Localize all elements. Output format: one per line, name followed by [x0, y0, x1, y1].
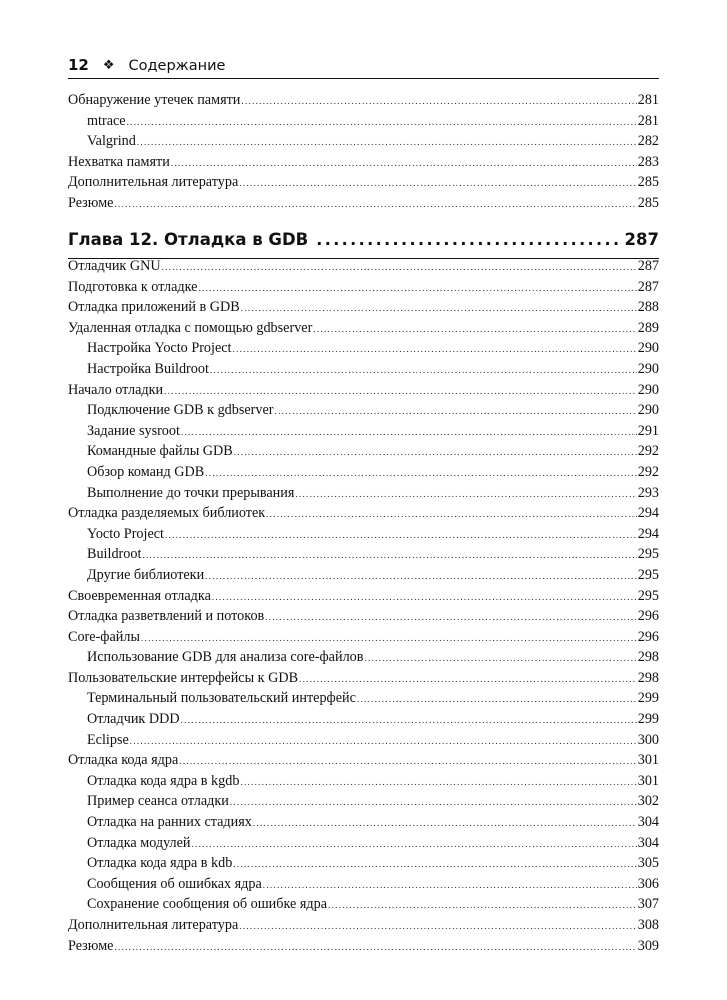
toc-entry-title: Нехватка памяти [68, 153, 170, 170]
dot-leader [239, 921, 636, 931]
toc-entry-title: Настройка Yocto Project [87, 340, 232, 357]
toc-entry-page: 299 [637, 690, 659, 707]
toc-entry[interactable] [68, 876, 659, 897]
dot-leader [241, 96, 636, 106]
toc-entry-page: 287 [637, 278, 659, 295]
toc-entry-page: 298 [637, 669, 659, 686]
toc-entry-title: Использование GDB для анализа core-файлов [87, 649, 364, 666]
dot-leader [364, 653, 636, 663]
toc-entry-title: Отладчик DDD [87, 711, 180, 728]
toc-entry-page: 292 [637, 443, 659, 460]
toc-entry-title: Резюме [68, 194, 114, 211]
toc-entry[interactable] [68, 629, 659, 650]
toc-entry[interactable] [68, 133, 659, 154]
toc-entry[interactable] [68, 752, 659, 773]
toc-entry-page: 290 [637, 340, 659, 357]
dot-leader [114, 199, 636, 209]
toc-entry-page: 290 [637, 381, 659, 398]
toc-entry[interactable] [68, 154, 659, 175]
toc-entry-page: 292 [637, 463, 659, 480]
toc-entry-page: 289 [637, 319, 659, 336]
toc-entry-title: Начало отладки [68, 381, 164, 398]
toc-entry-title: Подключение GDB к gdbserver [87, 402, 274, 419]
toc-entry[interactable] [68, 608, 659, 629]
dot-leader [240, 777, 636, 787]
dot-leader [181, 715, 637, 725]
toc-list-previous-chapter [68, 92, 659, 216]
toc-entry-page: 295 [637, 587, 659, 604]
toc-entry[interactable] [68, 464, 659, 485]
toc-entry-page: 299 [637, 711, 659, 728]
toc-entry[interactable] [68, 670, 659, 691]
dot-leader [233, 344, 637, 354]
toc-entry[interactable] [68, 382, 659, 403]
dot-leader [295, 489, 636, 499]
dot-leader [181, 427, 637, 437]
toc-entry[interactable] [68, 773, 659, 794]
toc-entry-title: Yocto Project [87, 525, 164, 542]
toc-entry[interactable] [68, 938, 659, 959]
toc-entry[interactable] [68, 588, 659, 609]
toc-entry-title: Buildroot [87, 546, 142, 563]
toc-entry-page: 282 [637, 133, 659, 150]
toc-entry-title: Отладка разветвлений и потоков [68, 608, 265, 625]
toc-entry-title: Отладка кода ядра в kgdb [87, 772, 240, 789]
running-title: Содержание [128, 58, 226, 74]
dot-leader [316, 230, 620, 249]
toc-entry-title: Резюме [68, 937, 114, 954]
dot-leader [114, 942, 636, 952]
toc-entry-title: Сохранение сообщения об ошибке ядра [87, 896, 327, 913]
toc-entry-page: 300 [637, 731, 659, 748]
dot-leader [165, 530, 637, 540]
toc-entry-title: mtrace [87, 112, 126, 129]
chapter-heading[interactable] [68, 230, 659, 259]
page-header [68, 54, 659, 79]
toc-entry[interactable] [68, 320, 659, 341]
toc-entry[interactable] [68, 917, 659, 938]
toc-entry-title: Командные файлы GDB [87, 443, 233, 460]
toc-entry-title: Отладка разделяемых библиотек [68, 505, 266, 522]
dot-leader [198, 283, 636, 293]
dot-leader [212, 592, 637, 602]
toc-entry-title: Отладка модулей [87, 834, 191, 851]
toc-entry-page: 290 [637, 360, 659, 377]
toc-entry[interactable] [68, 402, 659, 423]
toc-entry[interactable] [68, 793, 659, 814]
toc-entry[interactable] [68, 546, 659, 567]
dot-leader [127, 117, 637, 127]
toc-entry[interactable] [68, 711, 659, 732]
toc-entry-page: 283 [637, 153, 659, 170]
dot-leader [205, 468, 637, 478]
diamond-separator-icon: ❖ [102, 58, 115, 73]
dot-leader [263, 880, 637, 890]
toc-entry-page: 293 [637, 484, 659, 501]
toc-entry-page: 281 [637, 92, 659, 108]
toc-entry-page: 285 [637, 174, 659, 191]
toc-entry[interactable] [68, 113, 659, 134]
toc-entry-title: Своевременная отладка [68, 587, 211, 604]
toc-entry[interactable] [68, 443, 659, 464]
toc-entry[interactable] [68, 814, 659, 835]
toc-entry-title: Пример сеанса отладки [87, 793, 229, 810]
dot-leader [205, 571, 637, 581]
toc-entry-page: 304 [637, 814, 659, 831]
dot-leader [192, 839, 637, 849]
toc-entry[interactable] [68, 174, 659, 195]
dot-leader [164, 386, 637, 396]
toc-entry[interactable] [68, 92, 659, 113]
toc-entry-title: Отладка кода ядра [68, 752, 179, 769]
toc-entry[interactable] [68, 649, 659, 670]
toc-entry-page: 291 [637, 422, 659, 439]
toc-entry-title: Подготовка к отладке [68, 278, 198, 295]
dot-leader [239, 178, 636, 188]
dot-leader [313, 324, 636, 334]
dot-leader [210, 365, 637, 375]
toc-entry[interactable] [68, 896, 659, 917]
toc-entry[interactable] [68, 299, 659, 320]
toc-entry[interactable] [68, 526, 659, 547]
toc-entry[interactable] [68, 567, 659, 588]
toc-entry-page: 288 [637, 299, 659, 316]
dot-leader [299, 674, 637, 684]
toc-entry-title: Настройка Buildroot [87, 360, 209, 377]
dot-leader [241, 303, 637, 313]
toc-entry-page: 281 [637, 112, 659, 129]
toc-entry-page: 309 [637, 937, 659, 954]
toc-entry-page: 294 [637, 525, 659, 542]
toc-entry[interactable] [68, 835, 659, 856]
toc-entry[interactable] [68, 855, 659, 876]
toc-entry[interactable] [68, 361, 659, 382]
toc-list-chapter-12 [68, 258, 659, 958]
toc-entry-page: 295 [637, 546, 659, 563]
toc-entry-page: 306 [637, 875, 659, 892]
toc-entry[interactable] [68, 732, 659, 753]
toc-entry-title: Сообщения об ошибках ядра [87, 875, 262, 892]
toc-entry[interactable] [68, 505, 659, 526]
dot-leader [328, 900, 637, 910]
toc-entry-page: 296 [637, 608, 659, 625]
dot-leader [234, 447, 637, 457]
dot-leader [179, 756, 636, 766]
toc-entry-title: Отладка приложений в GDB [68, 299, 240, 316]
toc-entry-title: Выполнение до точки прерывания [87, 484, 295, 501]
toc-entry-page: 285 [637, 194, 659, 211]
toc-entry-title: Core-файлы [68, 628, 140, 645]
toc-entry-page: 307 [637, 896, 659, 913]
dot-leader [162, 262, 637, 272]
toc-entry-page: 296 [637, 628, 659, 645]
toc-entry-title: Eclipse [87, 731, 129, 748]
dot-leader [357, 694, 637, 704]
toc-entry-page: 301 [637, 772, 659, 789]
toc-entry[interactable] [68, 690, 659, 711]
toc-entry-title: Отладчик GNU [68, 258, 161, 274]
toc-entry-page: 290 [637, 402, 659, 419]
toc-entry-page: 308 [637, 917, 659, 933]
toc-entry-title: Другие библиотеки [87, 566, 205, 583]
dot-leader [265, 612, 636, 622]
toc-entry-page: 287 [637, 258, 659, 274]
dot-leader [142, 550, 636, 560]
toc-entry-title: Отладка кода ядра в kdb [87, 855, 233, 872]
dot-leader [275, 406, 637, 416]
toc-entry[interactable] [68, 279, 659, 300]
toc-entry-title: Дополнительная литература [68, 917, 239, 933]
toc-entry-title: Задание sysroot [87, 422, 180, 439]
dot-leader [230, 797, 637, 807]
toc-entry-title: Valgrind [87, 133, 136, 150]
toc-entry-title: Обзор команд GDB [87, 463, 205, 480]
dot-leader [130, 736, 637, 746]
dot-leader [171, 158, 637, 168]
toc-entry[interactable] [68, 423, 659, 444]
dot-leader [266, 509, 637, 519]
dot-leader [141, 633, 637, 643]
toc-entry[interactable] [68, 258, 659, 279]
dot-leader [233, 859, 636, 869]
chapter-page: 287 [624, 230, 659, 249]
page-number: 12 [68, 56, 89, 74]
dot-leader [253, 818, 637, 828]
toc-entry-page: 305 [637, 855, 659, 872]
toc-entry-page: 295 [637, 566, 659, 583]
toc-entry-title: Терминальный пользовательский интерфейс [87, 690, 356, 707]
toc-entry-page: 304 [637, 834, 659, 851]
chapter-title: Глава 12. Отладка в GDB [68, 230, 309, 249]
toc-entry-page: 301 [637, 752, 659, 769]
toc-entry-title: Дополнительная литература [68, 174, 239, 191]
toc-entry-page: 298 [637, 649, 659, 666]
toc-entry-title: Отладка на ранних стадиях [87, 814, 252, 831]
toc-entry-title: Пользовательские интерфейсы к GDB [68, 669, 299, 686]
toc-entry-title: Удаленная отладка с помощью gdbserver [68, 319, 313, 336]
toc-entry-page: 294 [637, 505, 659, 522]
dot-leader [137, 137, 637, 147]
toc-entry[interactable] [68, 485, 659, 506]
toc-entry-page: 302 [637, 793, 659, 810]
toc-entry-title: Обнаружение утечек памяти [68, 92, 241, 108]
toc-entry[interactable] [68, 340, 659, 361]
toc-entry[interactable] [68, 195, 659, 216]
